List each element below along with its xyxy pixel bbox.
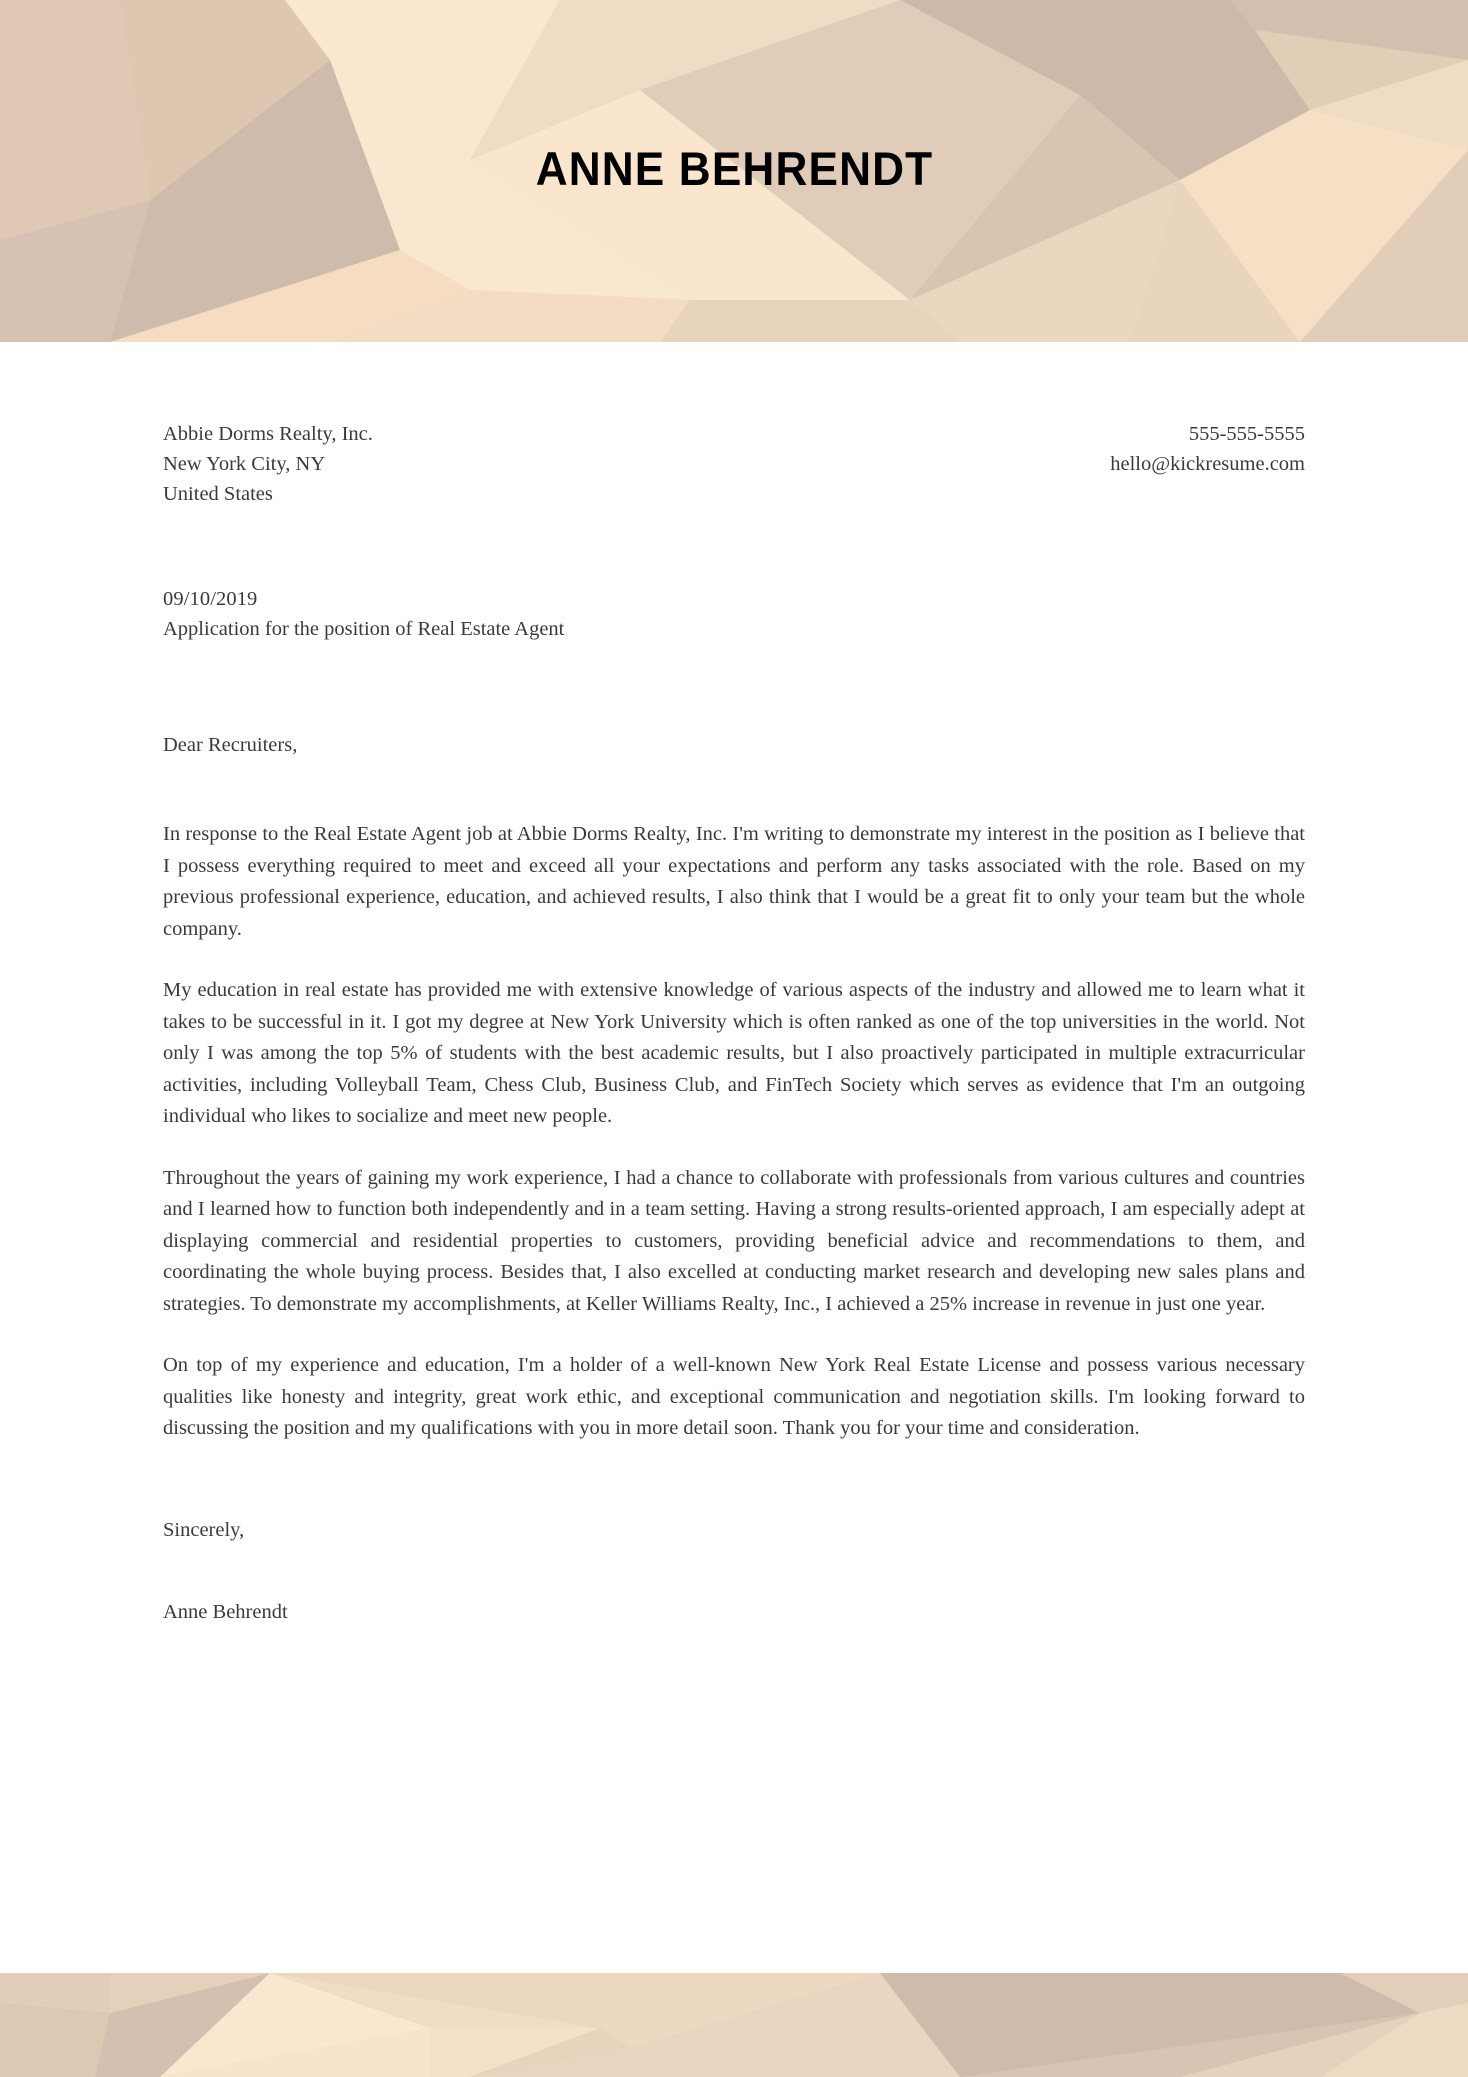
recipient-block [163,419,373,509]
paragraph: In response to the Real Estate Agent job at Abbie Dorms Realty, Inc. I'm writing to demonstrate my interest in the position as I believe that I possess everything required to meet and exceed all your expectations and perform any tasks associated with the role. Based on my previous professional experience, education, and achieved results, I also think that I would be a great fit to only your team but the whole company. [163,823,1305,940]
page-title: ANNE BEHRENDT [535,141,933,195]
paragraph: Throughout the years of gaining my work experience, I had a chance to collaborate with professionals from various cultures and countries and I learned how to function both independently and in a team setting. Having a strong results-oriented approach, I am especially adept at displaying commercial and residential properties to customers, providing beneficial advice and recommendations to them, and coordinating the whole buying process. Besides that, I also excelled at conducting market research and developing new sales plans and strategies. To demonstrate my accomplishments, at Keller Williams Realty, Inc., I achieved a 25% increase in revenue in just one year. [163,1166,1305,1315]
closing-line: Sincerely, [163,1518,245,1541]
sender-contact-block [1110,419,1305,479]
recipient-country: United States [163,483,273,505]
paragraph: My education in real estate has provided me with extensive knowledge of various aspects of the industry and allowed me to learn what it takes to be successful in it. I got my degree at New York University which is often ranked as one of the top universities in the world. Not only I was among the top 5% of students with the best academic results, but I also proactively participated in multiple extracurricular activities, including Volleyball Team, Chess Club, Business Club, and FinTech Society which serves as evidence that I'm an outgoing individual who likes to socialize and meet new people. [163,979,1305,1127]
paragraph: On top of my experience and education, I'm a holder of a well-known New York Real Estate License and possess various necessary qualities like honesty and integrity, great work ethic, and exceptional communication and negotiation skills. I'm looking forward to discussing the position and my qualifications with you in more detail soon. Thank you for your time and consideration. [163,1354,1305,1439]
letter-body [0,342,1468,1627]
contact-phone: 555-555-5555 [1188,423,1305,445]
letter-paragraphs [163,819,1305,1445]
letter-date: 09/10/2019 [163,588,258,610]
address-row [163,342,1305,509]
letter-meta [163,584,1305,644]
footer-polygon-art [0,1973,1468,2077]
header-decorative-band [0,0,1468,342]
footer-decorative-band [0,1973,1468,2077]
signature-name: Anne Behrendt [163,1600,288,1623]
contact-email[interactable]: hello@kickresume.com [1110,453,1305,475]
recipient-city: New York City, NY [163,453,326,475]
letter-subject: Application for the position of Real Estate Agent [163,618,565,640]
recipient-company: Abbie Dorms Realty, Inc. [163,423,373,445]
salutation: Dear Recruiters, [163,734,298,756]
header-polygon-art [0,0,1468,342]
